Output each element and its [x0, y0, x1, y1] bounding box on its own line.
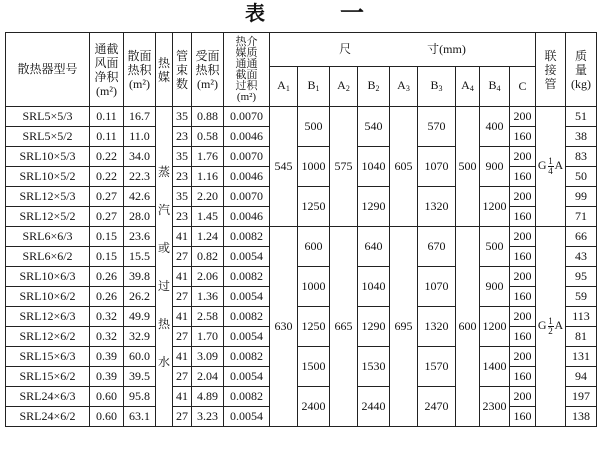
A2-cell: 575 — [330, 107, 358, 227]
media-area-cell: 0.0054 — [224, 247, 270, 267]
pipe-fraction-den: 2 — [548, 326, 553, 336]
media-area-cell: 0.0082 — [224, 267, 270, 287]
model-cell: SRL6×6/2 — [6, 247, 90, 267]
model-cell: SRL12×5/3 — [6, 187, 90, 207]
C-cell: 160 — [510, 247, 536, 267]
pipe-fraction-den: 4 — [548, 166, 553, 176]
mass-cell: 81 — [566, 327, 597, 347]
media-area-cell: 0.0082 — [224, 387, 270, 407]
A4-cell: 600 — [456, 227, 480, 427]
mass-cell: 197 — [566, 387, 597, 407]
recv-area-cell: 1.76 — [192, 147, 224, 167]
tube-count-cell: 23 — [173, 127, 192, 147]
header-A3: $A_3$ — [390, 67, 418, 107]
B3-cell: 1320 — [418, 307, 456, 347]
B2-cell: 1040 — [358, 147, 390, 187]
pipe-suffix: A — [554, 158, 564, 173]
tube-count-cell: 27 — [173, 407, 192, 427]
medium-char: 蒸 — [157, 164, 170, 179]
heat-area-cell: 60.0 — [124, 347, 156, 367]
airflow-area-cell: 0.26 — [90, 267, 124, 287]
C-cell: 160 — [510, 127, 536, 147]
B4-cell: 1400 — [480, 347, 510, 387]
mass-cell: 138 — [566, 407, 597, 427]
airflow-area-cell: 0.60 — [90, 387, 124, 407]
header-C: C — [510, 67, 536, 107]
header-media-area: 热介 媒质 通通 截面 过积 (m²) — [224, 33, 270, 107]
mass-cell: 50 — [566, 167, 597, 187]
B4-cell: 500 — [480, 227, 510, 267]
C-cell: 200 — [510, 267, 536, 287]
heat-area-cell: 42.6 — [124, 187, 156, 207]
pipe-prefix: G — [537, 318, 547, 333]
heat-area-cell: 23.6 — [124, 227, 156, 247]
B4-cell: 400 — [480, 107, 510, 147]
tube-count-cell: 41 — [173, 267, 192, 287]
recv-area-cell: 3.09 — [192, 347, 224, 367]
header-A1: $A_1$ — [270, 67, 298, 107]
airflow-area-cell: 0.22 — [90, 147, 124, 167]
recv-area-cell: 0.88 — [192, 107, 224, 127]
B1-cell: 600 — [298, 227, 330, 267]
recv-area-cell: 2.04 — [192, 367, 224, 387]
model-cell: SRL12×6/2 — [6, 327, 90, 347]
mass-cell: 66 — [566, 227, 597, 247]
airflow-area-cell: 0.22 — [90, 167, 124, 187]
C-cell: 200 — [510, 387, 536, 407]
tube-count-cell: 27 — [173, 247, 192, 267]
table-row — [6, 107, 597, 127]
recv-area-cell: 2.20 — [192, 187, 224, 207]
C-cell: 160 — [510, 407, 536, 427]
B2-cell: 1290 — [358, 187, 390, 227]
model-cell: SRL15×6/2 — [6, 367, 90, 387]
header-airflow-area: 通截 风面 净积 (m²) — [90, 33, 124, 107]
tube-count-cell: 35 — [173, 187, 192, 207]
B2-cell: 540 — [358, 107, 390, 147]
B3-cell: 1070 — [418, 147, 456, 187]
header-A4: $A_4$ — [456, 67, 480, 107]
recv-area-cell: 2.06 — [192, 267, 224, 287]
table-title — [0, 2, 600, 26]
B4-cell: 1200 — [480, 307, 510, 347]
B3-cell: 1320 — [418, 187, 456, 227]
mass-cell: 38 — [566, 127, 597, 147]
A3-cell: 695 — [390, 227, 418, 427]
media-area-cell: 0.0046 — [224, 167, 270, 187]
B2-cell: 1290 — [358, 307, 390, 347]
A2-cell: 665 — [330, 227, 358, 427]
media-area-cell: 0.0082 — [224, 227, 270, 247]
B3-cell: 2470 — [418, 387, 456, 427]
mass-cell: 131 — [566, 347, 597, 367]
pipe-connection-cell — [536, 227, 566, 427]
tube-count-cell: 23 — [173, 167, 192, 187]
mass-cell: 59 — [566, 287, 597, 307]
heat-area-cell: 15.5 — [124, 247, 156, 267]
media-area-cell: 0.0054 — [224, 407, 270, 427]
recv-area-cell: 0.82 — [192, 247, 224, 267]
heat-area-cell: 26.2 — [124, 287, 156, 307]
heat-area-cell: 34.0 — [124, 147, 156, 167]
heat-area-cell: 95.8 — [124, 387, 156, 407]
recv-area-cell: 2.58 — [192, 307, 224, 327]
model-cell: SRL5×5/3 — [6, 107, 90, 127]
pipe-connection-cell — [536, 107, 566, 227]
B4-cell: 2300 — [480, 387, 510, 427]
B3-cell: 1570 — [418, 347, 456, 387]
model-cell: SRL10×5/2 — [6, 167, 90, 187]
B4-cell: 1200 — [480, 187, 510, 227]
tube-count-cell: 35 — [173, 107, 192, 127]
media-area-cell: 0.0070 — [224, 107, 270, 127]
table-row — [6, 267, 597, 287]
tube-count-cell: 27 — [173, 327, 192, 347]
header-heat-area: 散面 热积 (m²) — [124, 33, 156, 107]
title-word-2: 一 — [340, 1, 364, 27]
C-cell: 160 — [510, 367, 536, 387]
table-row — [6, 347, 597, 367]
spec-table-body — [6, 107, 597, 427]
airflow-area-cell: 0.60 — [90, 407, 124, 427]
media-area-cell: 0.0082 — [224, 347, 270, 367]
B4-cell: 900 — [480, 267, 510, 307]
media-area-cell: 0.0046 — [224, 127, 270, 147]
pipe-fraction — [548, 157, 554, 176]
model-cell: SRL24×6/3 — [6, 387, 90, 407]
C-cell: 200 — [510, 107, 536, 127]
A4-cell: 500 — [456, 107, 480, 227]
airflow-area-cell: 0.32 — [90, 327, 124, 347]
pipe-fraction — [548, 317, 554, 336]
model-cell: SRL24×6/2 — [6, 407, 90, 427]
airflow-area-cell: 0.26 — [90, 287, 124, 307]
recv-area-cell: 0.58 — [192, 127, 224, 147]
recv-area-cell: 1.45 — [192, 207, 224, 227]
B1-cell: 1250 — [298, 307, 330, 347]
model-cell: SRL5×5/2 — [6, 127, 90, 147]
mass-cell: 83 — [566, 147, 597, 167]
B1-cell: 1000 — [298, 147, 330, 187]
B1-cell: 1250 — [298, 187, 330, 227]
pipe-fraction-num: 1 — [548, 316, 553, 326]
table-row — [6, 187, 597, 207]
recv-area-cell: 1.70 — [192, 327, 224, 347]
B3-cell: 1070 — [418, 267, 456, 307]
model-cell: SRL10×5/3 — [6, 147, 90, 167]
C-cell: 160 — [510, 167, 536, 187]
tube-count-cell: 41 — [173, 307, 192, 327]
C-cell: 200 — [510, 347, 536, 367]
tube-count-cell: 41 — [173, 227, 192, 247]
medium-char: 或 — [157, 240, 170, 255]
heat-area-cell: 63.1 — [124, 407, 156, 427]
header-recv-area: 受面 热积 (m²) — [192, 33, 224, 107]
header-pipe: 联 接 管 — [536, 33, 566, 107]
B2-cell: 1040 — [358, 267, 390, 307]
airflow-area-cell: 0.39 — [90, 347, 124, 367]
media-area-cell: 0.0070 — [224, 147, 270, 167]
header-model: 散热器型号 — [6, 33, 90, 107]
radiator-spec-table — [5, 32, 597, 427]
C-cell: 160 — [510, 287, 536, 307]
airflow-area-cell: 0.15 — [90, 227, 124, 247]
C-cell: 200 — [510, 307, 536, 327]
model-cell: SRL10×6/2 — [6, 287, 90, 307]
A3-cell: 605 — [390, 107, 418, 227]
mass-cell: 43 — [566, 247, 597, 267]
airflow-area-cell: 0.27 — [90, 207, 124, 227]
header-B2: $B_2$ — [358, 67, 390, 107]
A1-cell: 630 — [270, 227, 298, 427]
C-cell: 200 — [510, 227, 536, 247]
B1-cell: 500 — [298, 107, 330, 147]
media-area-cell: 0.0054 — [224, 287, 270, 307]
B3-cell: 670 — [418, 227, 456, 267]
table-row — [6, 387, 597, 407]
B4-cell: 900 — [480, 147, 510, 187]
header-B3: $B_3$ — [418, 67, 456, 107]
C-cell: 200 — [510, 187, 536, 207]
heat-area-cell: 22.3 — [124, 167, 156, 187]
airflow-area-cell: 0.27 — [90, 187, 124, 207]
tube-count-cell: 41 — [173, 387, 192, 407]
heat-area-cell: 39.8 — [124, 267, 156, 287]
media-area-cell: 0.0082 — [224, 307, 270, 327]
airflow-area-cell: 0.32 — [90, 307, 124, 327]
header-A2: $A_2$ — [330, 67, 358, 107]
media-area-cell: 0.0046 — [224, 207, 270, 227]
model-cell: SRL15×6/3 — [6, 347, 90, 367]
C-cell: 160 — [510, 327, 536, 347]
B2-cell: 2440 — [358, 387, 390, 427]
pipe-fraction-num: 1 — [548, 156, 553, 166]
model-cell: SRL12×5/2 — [6, 207, 90, 227]
recv-area-cell: 3.23 — [192, 407, 224, 427]
tube-count-cell: 27 — [173, 367, 192, 387]
table-row — [6, 307, 597, 327]
pipe-prefix: G — [537, 158, 547, 173]
header-B4: $B_4$ — [480, 67, 510, 107]
header-B1: $B_1$ — [298, 67, 330, 107]
mass-cell: 71 — [566, 207, 597, 227]
medium-char: 过 — [157, 278, 170, 293]
header-dimensions: 尺 寸(mm) — [270, 33, 536, 67]
B1-cell: 1000 — [298, 267, 330, 307]
A1-cell: 545 — [270, 107, 298, 227]
airflow-area-cell: 0.15 — [90, 247, 124, 267]
airflow-area-cell: 0.11 — [90, 127, 124, 147]
model-cell: SRL10×6/3 — [6, 267, 90, 287]
medium-char: 热 — [157, 316, 170, 331]
B2-cell: 1530 — [358, 347, 390, 387]
mass-cell: 99 — [566, 187, 597, 207]
heat-area-cell: 11.0 — [124, 127, 156, 147]
recv-area-cell: 1.16 — [192, 167, 224, 187]
heat-area-cell: 16.7 — [124, 107, 156, 127]
C-cell: 160 — [510, 207, 536, 227]
medium-cell — [156, 107, 173, 427]
pipe-suffix: A — [554, 318, 564, 333]
title-word-1: 表 — [245, 3, 265, 25]
mass-cell: 94 — [566, 367, 597, 387]
tube-count-cell: 23 — [173, 207, 192, 227]
recv-area-cell: 1.36 — [192, 287, 224, 307]
B2-cell: 640 — [358, 227, 390, 267]
airflow-area-cell: 0.11 — [90, 107, 124, 127]
media-area-cell: 0.0054 — [224, 327, 270, 347]
tube-count-cell: 41 — [173, 347, 192, 367]
medium-char: 水 — [157, 354, 170, 369]
B1-cell: 1500 — [298, 347, 330, 387]
mass-cell: 95 — [566, 267, 597, 287]
medium-char: 汽 — [157, 202, 170, 217]
header-row-1 — [6, 33, 597, 67]
heat-area-cell: 49.9 — [124, 307, 156, 327]
media-area-cell: 0.0070 — [224, 187, 270, 207]
heat-area-cell: 28.0 — [124, 207, 156, 227]
model-cell: SRL6×6/3 — [6, 227, 90, 247]
airflow-area-cell: 0.39 — [90, 367, 124, 387]
C-cell: 200 — [510, 147, 536, 167]
mass-cell: 113 — [566, 307, 597, 327]
recv-area-cell: 1.24 — [192, 227, 224, 247]
tube-count-cell: 27 — [173, 287, 192, 307]
table-row — [6, 227, 597, 247]
B3-cell: 570 — [418, 107, 456, 147]
header-medium: 热 媒 — [156, 33, 173, 107]
recv-area-cell: 4.89 — [192, 387, 224, 407]
media-area-cell: 0.0054 — [224, 367, 270, 387]
mass-cell: 51 — [566, 107, 597, 127]
header-mass: 质 量 (kg) — [566, 33, 597, 107]
table-row — [6, 147, 597, 167]
header-tube-count: 管 束 数 — [173, 33, 192, 107]
heat-area-cell: 32.9 — [124, 327, 156, 347]
heat-area-cell: 39.5 — [124, 367, 156, 387]
model-cell: SRL12×6/3 — [6, 307, 90, 327]
B1-cell: 2400 — [298, 387, 330, 427]
tube-count-cell: 35 — [173, 147, 192, 167]
